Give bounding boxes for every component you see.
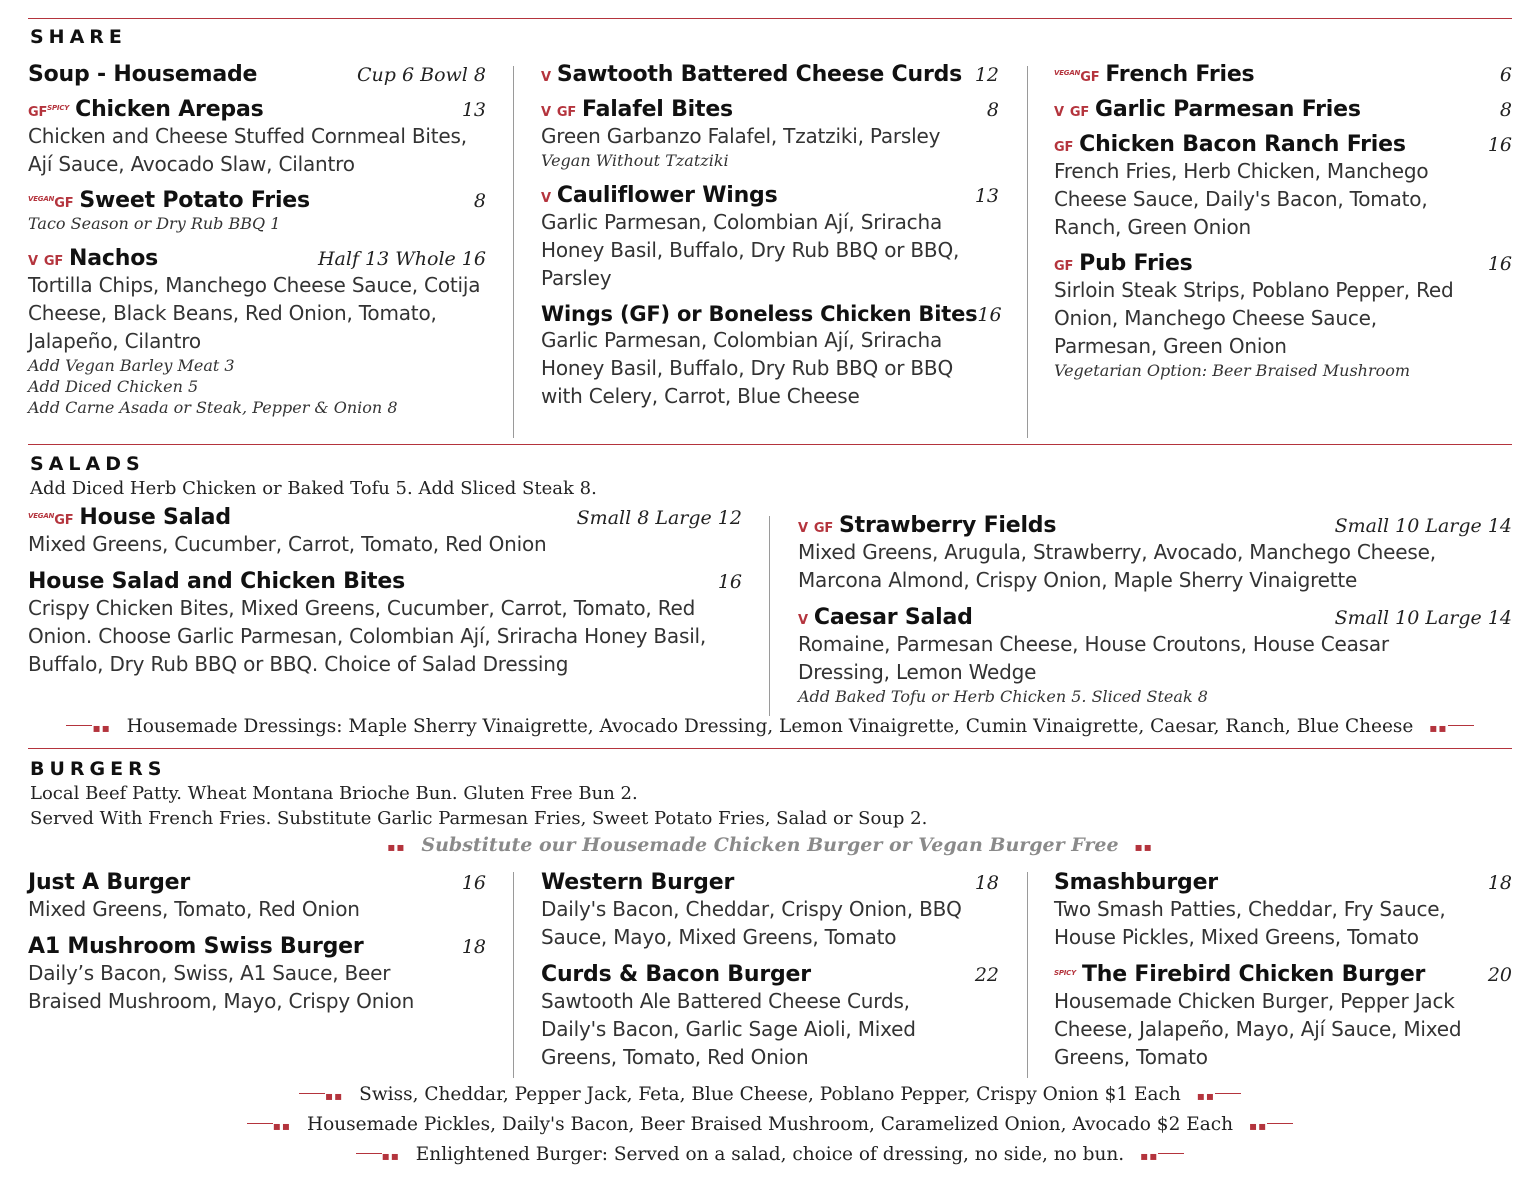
item-name: Smashburger <box>1054 870 1218 895</box>
item-price: 16 <box>1487 253 1512 275</box>
ornament-line <box>1267 1123 1293 1124</box>
salads-column-1 <box>28 505 742 678</box>
item-description: Garlic Parmesan, Colombian Ají, Sriracha Honey Basil, Buffalo, Dry Rub BBQ or BBQ with Celery, Carrot, Blue Cheese <box>541 328 954 408</box>
ornament-icon: ▪▪ <box>1429 721 1448 735</box>
gf-badge: GF <box>1080 70 1100 85</box>
item-description: Romaine, Parmesan Cheese, House Croutons, House Ceasar Dressing, Lemon Wedge <box>798 632 1389 684</box>
burgers-column-2 <box>541 870 999 1071</box>
item-addon: Add Carne Asada or Steak, Pepper & Onion 8 <box>28 398 398 417</box>
item-name: The Firebird Chicken Burger <box>1081 962 1426 987</box>
v-badge: V <box>1054 105 1064 120</box>
salads-note: Add Diced Herb Chicken or Baked Tofu 5. Add Sliced Steak 8. <box>30 478 597 499</box>
share-column-2 <box>541 62 1002 410</box>
dressings-text: Housemade Dressings: Maple Sherry Vinaigrette, Avocado Dressing, Lemon Vinaigrette, Cumin Vinaigrette, Caesar, Ranch, Blue Cheese <box>126 716 1414 737</box>
menu-item-chicken-arepas <box>28 97 486 178</box>
item-description: Sirloin Steak Strips, Poblano Pepper, Red Onion, Manchego Cheese Sauce, Parmesan, Green Onion <box>1054 278 1454 358</box>
menu-item-nachos <box>28 246 486 418</box>
menu-item-cheese-curds <box>541 62 999 87</box>
item-description: Two Smash Patties, Cheddar, Fry Sauce, House Pickles, Mixed Greens, Tomato <box>1054 897 1446 949</box>
ornament-icon: ▪▪ <box>387 840 406 854</box>
substitute-line <box>0 834 1540 856</box>
item-description: Tortilla Chips, Manchego Cheese Sauce, Cotija Cheese, Black Beans, Red Onion, Tomato, Jalapeño, Cilantro <box>28 273 481 353</box>
gf-badge: GF <box>813 521 834 536</box>
menu-item-caesar-salad <box>798 605 1512 707</box>
burgers-note-1: Local Beef Patty. Wheat Montana Brioche Bun. Gluten Free Bun 2. <box>30 783 638 804</box>
menu-item-garlic-parmesan-fries <box>1054 97 1512 122</box>
salads-column-divider <box>769 516 770 716</box>
burgers-column-divider-2 <box>1027 872 1028 1078</box>
item-name: Chicken Bacon Ranch Fries <box>1079 132 1406 157</box>
item-name: Nachos <box>69 246 159 271</box>
v-badge: V <box>28 254 38 269</box>
burgers-column-3 <box>1054 870 1512 1071</box>
item-addon: Add Baked Tofu or Herb Chicken 5. Sliced Steak 8 <box>798 687 1208 706</box>
dressings-line <box>0 716 1540 737</box>
item-price: 16 <box>461 872 486 894</box>
menu-item-sweet-potato-fries <box>28 188 486 234</box>
v-badge: V <box>541 70 551 85</box>
share-heading: SHARE <box>30 26 127 48</box>
menu-item-french-fries <box>1054 62 1512 87</box>
ornament-icon: ▪▪ <box>325 1089 344 1103</box>
item-description: Mixed Greens, Tomato, Red Onion <box>28 897 360 921</box>
item-option: Taco Season or Dry Rub BBQ 1 <box>28 214 281 233</box>
burgers-note-2: Served With French Fries. Substitute Garlic Parmesan Fries, Sweet Potato Fries, Salad or Soup 2. <box>30 808 928 829</box>
menu-item-soup <box>28 62 486 87</box>
ornament-icon: ▪▪ <box>1248 1119 1268 1133</box>
v-badge: V <box>541 191 551 206</box>
item-name: Western Burger <box>541 870 735 895</box>
share-column-1 <box>28 62 486 418</box>
item-description: Housemade Chicken Burger, Pepper Jack Cheese, Jalapeño, Mayo, Ají Sauce, Mixed Greens, Tomato <box>1054 989 1462 1069</box>
burgers-divider <box>28 748 1512 749</box>
share-column-3 <box>1054 62 1512 381</box>
menu-item-firebird-chicken-burger <box>1054 962 1512 1071</box>
item-price: 16 <box>977 304 1002 326</box>
menu-item-strawberry-fields <box>798 513 1512 594</box>
item-name: Sawtooth Battered Cheese Curds <box>556 62 963 87</box>
v-badge: V <box>541 105 551 120</box>
item-price: 8 <box>1499 99 1512 121</box>
ornament-line <box>1158 1153 1184 1154</box>
ornament-icon: ▪▪ <box>272 1119 292 1133</box>
ornament-icon: ▪▪ <box>1140 1149 1159 1163</box>
burgers-column-1 <box>28 870 486 1015</box>
item-price: Small 8 Large 12 <box>576 507 742 529</box>
item-description: Chicken and Cheese Stuffed Cornmeal Bites, Ají Sauce, Avocado Slaw, Cilantro <box>28 124 467 176</box>
item-description: French Fries, Herb Chicken, Manchego Cheese Sauce, Daily's Bacon, Tomato, Ranch, Green Onion <box>1054 159 1429 239</box>
item-description: Mixed Greens, Arugula, Strawberry, Avocado, Manchego Cheese, Marcona Almond, Crispy Onion, Maple Sherry Vinaigrette <box>798 540 1436 592</box>
item-price: 13 <box>974 185 999 207</box>
item-price: Small 10 Large 14 <box>1334 607 1512 629</box>
burgers-heading: BURGERS <box>30 758 167 780</box>
vegan-badge: VEGAN <box>1054 69 1081 77</box>
menu-item-chicken-bacon-ranch-fries <box>1054 132 1512 241</box>
item-option: Vegetarian Option: Beer Braised Mushroom <box>1054 361 1411 380</box>
item-description: Daily’s Bacon, Swiss, A1 Sauce, Beer Braised Mushroom, Mayo, Crispy Onion <box>28 961 415 1013</box>
item-addon: Add Diced Chicken 5 <box>28 377 199 396</box>
menu-item-western-burger <box>541 870 999 951</box>
menu-item-cauliflower-wings <box>541 183 999 292</box>
ornament-line <box>247 1123 273 1124</box>
item-price: Small 10 Large 14 <box>1334 515 1512 537</box>
menu-item-house-salad <box>28 505 742 558</box>
item-description: Garlic Parmesan, Colombian Ají, Sriracha Honey Basil, Buffalo, Dry Rub BBQ or BBQ, Parsley <box>541 210 960 290</box>
gf-badge: GF <box>54 196 74 211</box>
item-price: 8 <box>473 190 486 212</box>
item-price: 16 <box>717 571 742 593</box>
item-name: Strawberry Fields <box>839 513 1057 538</box>
item-description: Green Garbanzo Falafel, Tzatziki, Parsley <box>541 124 941 148</box>
gf-badge: GF <box>1054 140 1074 155</box>
menu-item-wings <box>541 302 1002 410</box>
menu-item-house-salad-chicken-bites <box>28 569 742 678</box>
item-description: Crispy Chicken Bites, Mixed Greens, Cucumber, Carrot, Tomato, Red Onion. Choose Garlic Parmesan, Colombian Ají, Sriracha Honey Basil, Buffalo, Dry Rub BBQ or BBQ. Choice of Salad Dressing <box>28 596 707 676</box>
item-price: Cup 6 Bowl 8 <box>357 64 486 86</box>
addons-text-3: Enlightened Burger: Served on a salad, choice of dressing, no side, no bun. <box>415 1144 1125 1165</box>
ornament-icon: ▪▪ <box>1134 840 1153 854</box>
addons-text-2: Housemade Pickles, Daily's Bacon, Beer Braised Mushroom, Caramelized Onion, Avocado $2 Each <box>306 1114 1234 1135</box>
salads-column-2 <box>798 513 1512 707</box>
vegan-badge: VEGAN <box>28 512 55 520</box>
item-name: Falafel Bites <box>582 97 733 122</box>
item-description: Daily's Bacon, Cheddar, Crispy Onion, BBQ Sauce, Mayo, Mixed Greens, Tomato <box>541 897 962 949</box>
item-name: Wings (GF) or Boneless Chicken Bites <box>541 302 978 326</box>
item-name: Caesar Salad <box>813 605 973 630</box>
salads-heading: SALADS <box>30 453 145 475</box>
item-option: Vegan Without Tzatziki <box>541 151 729 170</box>
item-description: Sawtooth Ale Battered Cheese Curds, Daily's Bacon, Garlic Sage Aioli, Mixed Greens, Tomato, Red Onion <box>541 989 916 1069</box>
item-price: 13 <box>461 99 486 121</box>
share-column-divider-2 <box>1027 66 1028 438</box>
top-divider <box>28 18 1512 19</box>
menu-item-smashburger <box>1054 870 1512 951</box>
salads-divider <box>28 444 1512 445</box>
v-badge: V <box>798 613 808 628</box>
gf-badge: GF <box>556 105 577 120</box>
item-name: Chicken Arepas <box>75 97 264 122</box>
item-price: 18 <box>974 872 999 894</box>
menu-item-a1-mushroom-swiss <box>28 934 486 1015</box>
item-name: Garlic Parmesan Fries <box>1095 97 1361 122</box>
item-price: Half 13 Whole 16 <box>317 248 486 270</box>
item-name: Cauliflower Wings <box>556 183 778 208</box>
gf-badge: GF <box>1054 259 1074 274</box>
item-name: Soup - Housemade <box>28 62 258 87</box>
v-badge: V <box>798 521 808 536</box>
gf-badge: GF <box>43 254 64 269</box>
menu-item-curds-bacon-burger <box>541 962 999 1071</box>
substitute-text: Substitute our Housemade Chicken Burger or Vegan Burger Free <box>421 834 1119 856</box>
ornament-line <box>1448 725 1474 726</box>
menu-item-just-a-burger <box>28 870 486 923</box>
ornament-icon: ▪▪ <box>381 1149 400 1163</box>
spicy-badge: SPICY <box>1054 969 1076 977</box>
ornament-icon: ▪▪ <box>92 721 111 735</box>
addons-text-1: Swiss, Cheddar, Pepper Jack, Feta, Blue Cheese, Poblano Pepper, Crispy Onion $1 Each <box>359 1084 1181 1105</box>
share-column-divider-1 <box>513 66 514 438</box>
burgers-column-divider-1 <box>513 872 514 1078</box>
menu-item-pub-fries <box>1054 251 1512 381</box>
item-price: 20 <box>1487 964 1512 986</box>
item-name: A1 Mushroom Swiss Burger <box>28 934 364 959</box>
ornament-line <box>1215 1093 1241 1094</box>
item-price: 6 <box>1499 64 1512 86</box>
item-price: 12 <box>974 64 999 86</box>
item-name: Just A Burger <box>28 870 191 895</box>
vegan-badge: VEGAN <box>28 195 55 203</box>
spicy-badge: SPICY <box>47 104 70 112</box>
ornament-icon: ▪▪ <box>1196 1089 1215 1103</box>
addons-line-2 <box>0 1114 1540 1135</box>
addons-line-1 <box>0 1084 1540 1105</box>
menu-item-falafel-bites <box>541 97 999 171</box>
ornament-line <box>356 1153 382 1154</box>
item-description: Mixed Greens, Cucumber, Carrot, Tomato, Red Onion <box>28 532 547 556</box>
addons-line-3 <box>0 1144 1540 1165</box>
gf-badge: GF <box>1069 105 1090 120</box>
item-price: 16 <box>1487 134 1512 156</box>
item-price: 18 <box>1487 872 1512 894</box>
gf-badge: GF <box>28 105 48 120</box>
ornament-line <box>299 1093 325 1094</box>
item-price: 18 <box>461 936 486 958</box>
item-name: House Salad and Chicken Bites <box>28 569 405 594</box>
item-name: French Fries <box>1105 62 1255 87</box>
item-name: House Salad <box>79 505 231 530</box>
ornament-line <box>66 725 92 726</box>
item-name: Sweet Potato Fries <box>79 188 310 213</box>
item-price: 22 <box>974 964 999 986</box>
item-name: Pub Fries <box>1079 251 1193 276</box>
item-name: Curds & Bacon Burger <box>541 962 811 987</box>
gf-badge: GF <box>54 513 74 528</box>
item-price: 8 <box>986 99 999 121</box>
item-addon: Add Vegan Barley Meat 3 <box>28 356 235 375</box>
